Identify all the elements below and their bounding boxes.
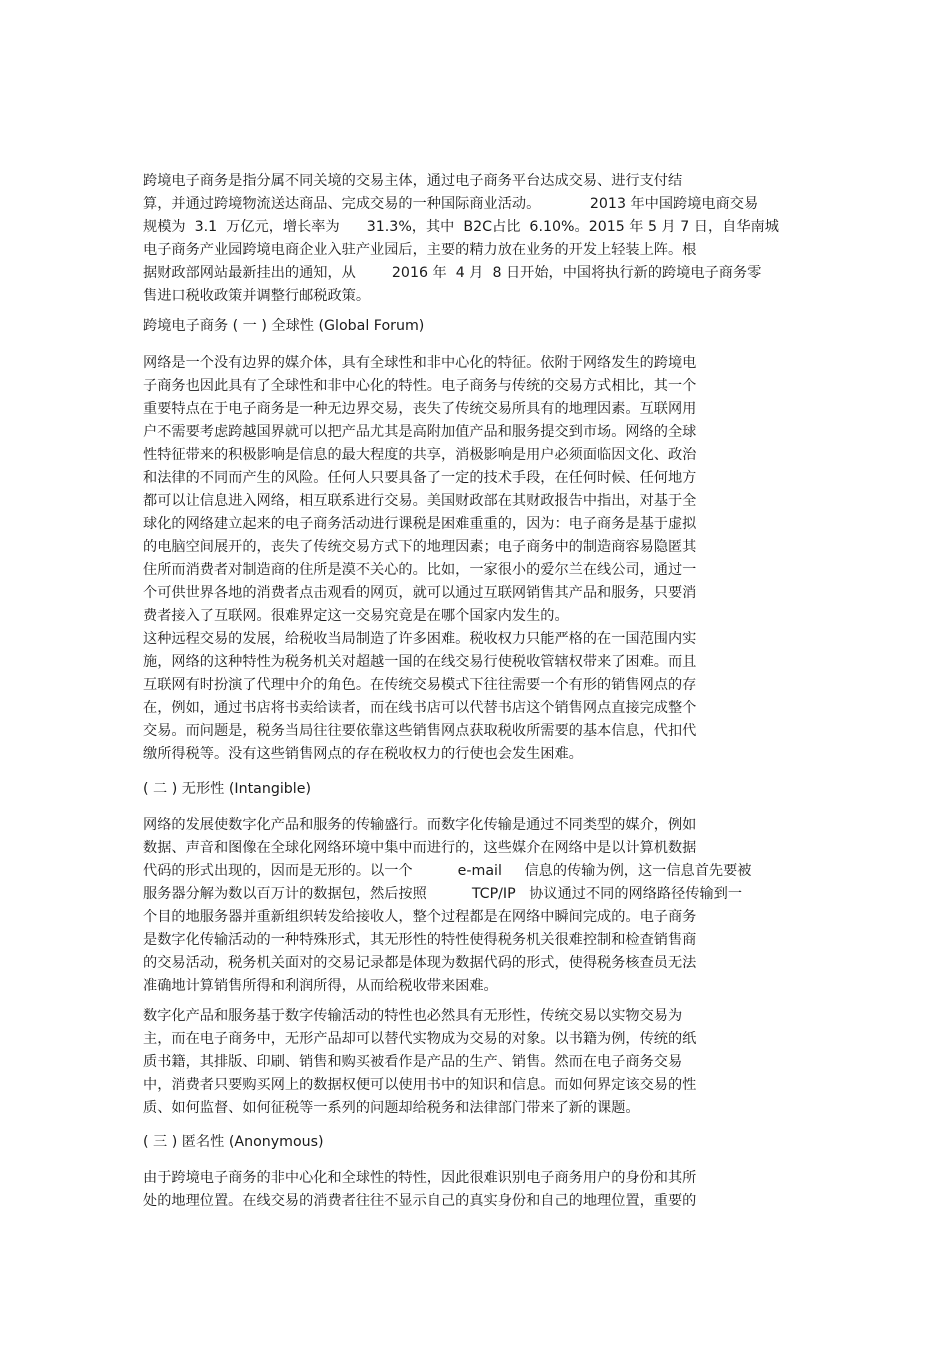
text-line: 住所而消费者对制造商的住所是漠不关心的。比如，一家很小的爱尔兰在线公司，通过一 — [143, 562, 697, 578]
text-line: 在，例如，通过书店将书卖给读者，而在线书店可以代替书店这个销售网点直接完成整个 — [143, 700, 697, 716]
text-line: 电子商务产业园跨境电商企业入驻产业园后，主要的精力放在业务的开发上轻装上阵。根 — [143, 242, 697, 258]
text-line: 球化的网络建立起来的电子商务活动进行课税是困难重重的，因为：电子商务是基于虚拟 — [143, 516, 697, 532]
section-heading-intangible: ( 二 ) 无形性 (Intangible) — [143, 781, 311, 797]
text-line: 网络是一个没有边界的媒介体，具有全球性和非中心化的特征。依附于网络发生的跨境电 — [143, 355, 697, 371]
section-heading-anonymous: ( 三 ) 匿名性 (Anonymous) — [143, 1134, 324, 1150]
text-line: 子商务也因此具有了全球性和非中心化的特性。电子商务与传统的交易方式相比，其一个 — [143, 378, 697, 394]
text-line: 算，并通过跨境物流送达商品、完成交易的一种国际商业活动。 2013 年中国跨境电商交易 — [143, 196, 759, 212]
text-line: 都可以让信息进入网络，相互联系进行交易。美国财政部在其财政报告中指出，对基于全 — [143, 493, 697, 509]
text-line: 网络的发展使数字化产品和服务的传输盛行。而数字化传输是通过不同类型的媒介，例如 — [143, 817, 697, 833]
text-line: 准确地计算销售所得和利润所得，从而给税收带来困难。 — [143, 978, 498, 994]
text-line: 的交易活动，税务机关面对的交易记录都是体现为数据代码的形式，使得税务核查员无法 — [143, 955, 697, 971]
text-line: 重要特点在于电子商务是一种无边界交易，丧失了传统交易所具有的地理因素。互联网用 — [143, 401, 697, 417]
text-line: 是数字化传输活动的一种特殊形式，其无形性的特性使得税务机关很难控制和检查销售商 — [143, 932, 697, 948]
text-line: 质、如何监督、如何征税等一系列的问题却给税务和法律部门带来了新的课题。 — [143, 1100, 640, 1116]
text-line: 由于跨境电子商务的非中心化和全球性的特性，因此很难识别电子商务用户的身份和其所 — [143, 1170, 697, 1186]
text-line: 主，而在电子商务中，无形产品却可以替代实物成为交易的对象。以书籍为例，传统的纸 — [143, 1031, 697, 1047]
text-line: 售进口税收政策并调整行邮税政策。 — [143, 288, 371, 304]
text-line: 这种远程交易的发展，给税收当局制造了许多困难。税收权力只能严格的在一国范围内实 — [143, 631, 697, 647]
paragraph-intangible-1 — [143, 814, 783, 998]
text-line: 中，消费者只要购买网上的数据权便可以使用书中的知识和信息。而如何界定该交易的性 — [143, 1077, 697, 1093]
paragraph-anonymous-1 — [143, 1167, 783, 1213]
text-line: 质书籍，其排版、印刷、销售和购买被看作是产品的生产、销售。然而在电子商务交易 — [143, 1054, 683, 1070]
section-heading-global: 跨境电子商务 ( 一 ) 全球性 (Global Forum) — [143, 318, 425, 334]
text-line: 数字化产品和服务基于数字传输活动的特性也必然具有无形性，传统交易以实物交易为 — [143, 1008, 683, 1024]
text-line: 性特征带来的积极影响是信息的最大程度的共享，消极影响是用户必须面临因文化、政治 — [143, 447, 697, 463]
paragraph-global-2 — [143, 628, 783, 766]
text-line: 跨境电子商务是指分属不同关境的交易主体，通过电子商务平台达成交易、进行支付结 — [143, 173, 683, 189]
intro-paragraph — [143, 170, 783, 308]
text-line: 个可供世界各地的消费者点击观看的网页，就可以通过互联网销售其产品和服务，只要消 — [143, 585, 697, 601]
text-line: 服务器分解为数以百万计的数据包，然后按照 TCP/IP 协议通过不同的网络路径传输到一 — [143, 886, 743, 902]
text-line: 数据、声音和图像在全球化网络环境中集中而进行的，这些媒介在网络中是以计算机数据 — [143, 840, 697, 856]
text-line: 费者接入了互联网。很难界定这一交易究竟是在哪个国家内发生的。 — [143, 608, 569, 624]
text-line: 互联网有时扮演了代理中介的角色。在传统交易模式下往往需要一个有形的销售网点的存 — [143, 677, 697, 693]
text-line: 施，网络的这种特性为税务机关对超越一国的在线交易行使税收管辖权带来了困难。而且 — [143, 654, 697, 670]
text-line: 缴所得税等。没有这些销售网点的存在税收权力的行使也会发生困难。 — [143, 746, 583, 762]
text-line: 交易。而问题是，税务当局往往要依靠这些销售网点获取税收所需要的基本信息，代扣代 — [143, 723, 697, 739]
text-line: 代码的形式出现的，因而是无形的。以一个 e-mail 信息的传输为例，这一信息首先要被 — [143, 863, 752, 879]
text-line: 规模为 3.1 万亿元，增长率为 31.3%，其中 B2C占比 6.10%。2015 年 5 月 7 日，自华南城 — [143, 219, 779, 235]
text-line: 的电脑空间展开的，丧失了传统交易方式下的地理因素；电子商务中的制造商容易隐匿其 — [143, 539, 697, 555]
paragraph-global-1 — [143, 352, 783, 628]
text-line: 据财政部网站最新挂出的通知，从 2016 年 4 月 8 日开始，中国将执行新的跨境电子商务零 — [143, 265, 762, 281]
text-line: 个目的地服务器并重新组织转发给接收人，整个过程都是在网络中瞬间完成的。电子商务 — [143, 909, 697, 925]
text-line: 处的地理位置。在线交易的消费者往往不显示自己的真实身份和自己的地理位置，重要的 — [143, 1193, 697, 1209]
text-line: 户不需要考虑跨越国界就可以把产品尤其是高附加值产品和服务提交到市场。网络的全球 — [143, 424, 697, 440]
text-line: 和法律的不同而产生的风险。任何人只要具备了一定的技术手段，在任何时候、任何地方 — [143, 470, 697, 486]
paragraph-intangible-2 — [143, 1005, 783, 1120]
